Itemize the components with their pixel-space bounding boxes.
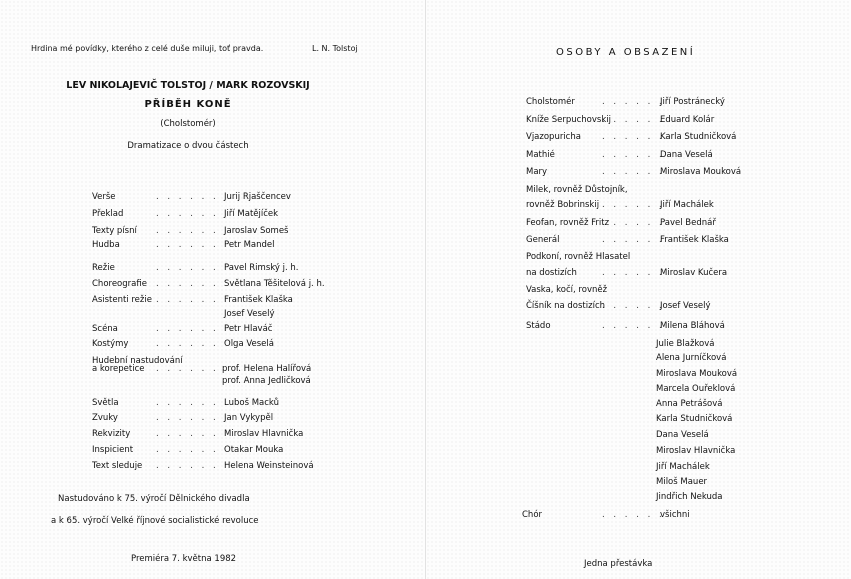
leader-dots: . . . . . .: [602, 321, 665, 331]
cast-role: Podkoní, rovněž Hlasatel: [526, 252, 631, 262]
leader-dots: . . . . . .: [156, 324, 219, 334]
play-subtitle: (Cholstomér): [160, 119, 216, 129]
leader-dots: . . . . . .: [156, 461, 219, 471]
cast-actor: Dana Veselá: [656, 430, 709, 440]
cast-actor: Miroslava Mouková: [660, 167, 742, 177]
leader-dots: . . . . . .: [156, 295, 219, 305]
credit-role: Zvuky: [92, 413, 118, 423]
epigraph: Hrdina mé povídky, kterého z celé duše miluji, toť pravda.: [31, 44, 264, 53]
credit-name: Jan Vykypěl: [224, 413, 274, 423]
leader-dots: . . . . . .: [156, 364, 219, 374]
leader-dots: . . . . . .: [602, 235, 665, 245]
credit-role: Verše: [92, 192, 116, 202]
left-page: [0, 0, 425, 579]
credit-name: Petr Hlaváč: [224, 324, 273, 334]
cast-role: Stádo: [526, 321, 551, 331]
leader-dots: . . . . . .: [602, 268, 665, 278]
leader-dots: . . . . . .: [156, 398, 219, 408]
credit-role: a korepetice: [92, 364, 145, 374]
cast-actor: Jiří Machálek: [656, 462, 710, 472]
leader-dots: . . . . . .: [602, 167, 665, 177]
credit-role: Kostýmy: [92, 339, 129, 349]
credit-name: Luboš Macků: [224, 398, 279, 408]
credit-name: Světlana Těšitelová j. h.: [224, 279, 325, 289]
cast-heading: OSOBY A OBSAZENÍ: [556, 47, 696, 58]
leader-dots: . . . . . .: [156, 209, 219, 219]
credit-name: Petr Mandel: [224, 240, 275, 250]
cast-role: rovněž Bobrinskij: [526, 200, 600, 210]
credit-name: Miroslav Hlavnička: [224, 429, 304, 439]
leader-dots: . . . . . .: [602, 115, 665, 125]
cast-actor: Miroslav Kučera: [660, 268, 728, 278]
cast-role: Mary: [526, 167, 548, 177]
dramatization-note: Dramatizace o dvou částech: [127, 141, 249, 151]
credit-role: Překlad: [92, 209, 124, 219]
cast-actor: všichni: [660, 510, 690, 520]
cast-actor: Josef Veselý: [660, 301, 711, 311]
cast-actor: Jindřich Nekuda: [656, 492, 723, 502]
leader-dots: . . . . . .: [602, 200, 665, 210]
leader-dots: . . . . . .: [602, 301, 665, 311]
cast-actor: Miroslava Mouková: [656, 369, 738, 379]
leader-dots: . . . . . .: [156, 445, 219, 455]
leader-dots: . . . . . .: [156, 279, 219, 289]
credit-role: Texty písní: [92, 226, 137, 236]
credit-role: Text sleduje: [92, 461, 143, 471]
credit-role: Asistenti režie: [92, 295, 152, 305]
cast-role: Generál: [526, 235, 560, 245]
cast-actor: Milena Bláhová: [660, 321, 725, 331]
cast-actor: Anna Petrášová: [656, 399, 723, 409]
credit-name: Pavel Rimský j. h.: [224, 263, 299, 273]
credit-role: Scéna: [92, 324, 118, 334]
leader-dots: . . . . . .: [602, 132, 665, 142]
leader-dots: . . . . . .: [156, 413, 219, 423]
cast-role: Chór: [522, 510, 543, 520]
play-title: PŘÍBĚH KONĚ: [144, 99, 232, 110]
credit-role: Inspicient: [92, 445, 134, 455]
cast-role: Vaska, kočí, rovněž: [526, 285, 608, 295]
credit-role: Hudba: [92, 240, 120, 250]
credit-name: Olga Veselá: [224, 339, 274, 349]
cast-role: Číšník na dostizích: [526, 301, 605, 311]
cast-role: Kníže Serpuchovskij: [526, 115, 611, 125]
cast-role: Cholstomér: [526, 97, 575, 107]
credit-name: Jurij Rjaščencev: [224, 192, 291, 202]
credit-name: František Klaška: [224, 295, 293, 305]
anniversary-line-2: a k 65. výročí Velké říjnové socialistické revoluce: [51, 516, 259, 526]
cast-actor: František Klaška: [660, 235, 729, 245]
cast-actor: Alena Jurníčková: [656, 353, 727, 363]
credit-name: Josef Veselý: [224, 309, 275, 319]
premiere-date: Premiéra 7. května 1982: [131, 554, 237, 564]
cast-actor: Pavel Bednář: [660, 218, 716, 228]
cast-role: Feofan, rovněž Fritz: [526, 218, 610, 228]
cast-role: Vjazopuricha: [526, 132, 581, 142]
credit-name: Helena Weinsteinová: [224, 461, 314, 471]
leader-dots: . . . . . .: [156, 429, 219, 439]
leader-dots: . . . . . .: [602, 218, 665, 228]
cast-actor: Miroslav Hlavnička: [656, 446, 736, 456]
cast-actor: Eduard Kolár: [660, 115, 715, 125]
cast-role: Mathié: [526, 150, 555, 160]
leader-dots: . . . . . .: [156, 263, 219, 273]
leader-dots: . . . . . .: [602, 510, 665, 520]
credit-role: Světla: [92, 398, 119, 408]
cast-actor: Karla Studničková: [656, 414, 733, 424]
credit-role: Rekvizity: [92, 429, 131, 439]
credit-name: Otakar Mouka: [224, 445, 284, 455]
cast-actor: Jiří Machálek: [660, 200, 714, 210]
cast-actor: Marcela Ouřeklová: [656, 384, 736, 394]
leader-dots: . . . . . .: [156, 192, 219, 202]
leader-dots: . . . . . .: [602, 150, 665, 160]
leader-dots: . . . . . .: [156, 339, 219, 349]
cast-actor: Karla Studničková: [660, 132, 737, 142]
cast-actor: Dana Veselá: [660, 150, 713, 160]
credit-name: prof. Helena Halířová: [222, 364, 312, 374]
intermission-note: Jedna přestávka: [584, 559, 653, 569]
leader-dots: . . . . . .: [156, 240, 219, 250]
authors: LEV NIKOLAJEVIČ TOLSTOJ / MARK ROZOVSKIJ: [66, 80, 310, 91]
credit-role: Hudební nastudování: [92, 356, 183, 366]
credit-name: Jiří Matějíček: [224, 209, 279, 219]
leader-dots: . . . . . .: [602, 97, 665, 107]
cast-actor: Jiří Postránecký: [660, 97, 725, 107]
credit-name: Jaroslav Someš: [224, 226, 289, 236]
leader-dots: . . . . . .: [156, 226, 219, 236]
anniversary-line-1: Nastudováno k 75. výročí Dělnického divadla: [58, 494, 250, 504]
cast-actor: Julie Blažková: [656, 339, 715, 349]
epigraph-author: L. N. Tolstoj: [312, 44, 358, 53]
right-page: [426, 0, 851, 579]
cast-role: Milek, rovněž Důstojník,: [526, 185, 628, 195]
credit-role: Choreografie: [92, 279, 147, 289]
credit-name: prof. Anna Jedličková: [222, 376, 311, 386]
cast-role: na dostizích: [526, 268, 577, 278]
cast-actor: Miloš Mauer: [656, 477, 708, 487]
credit-role: Režie: [92, 263, 115, 273]
